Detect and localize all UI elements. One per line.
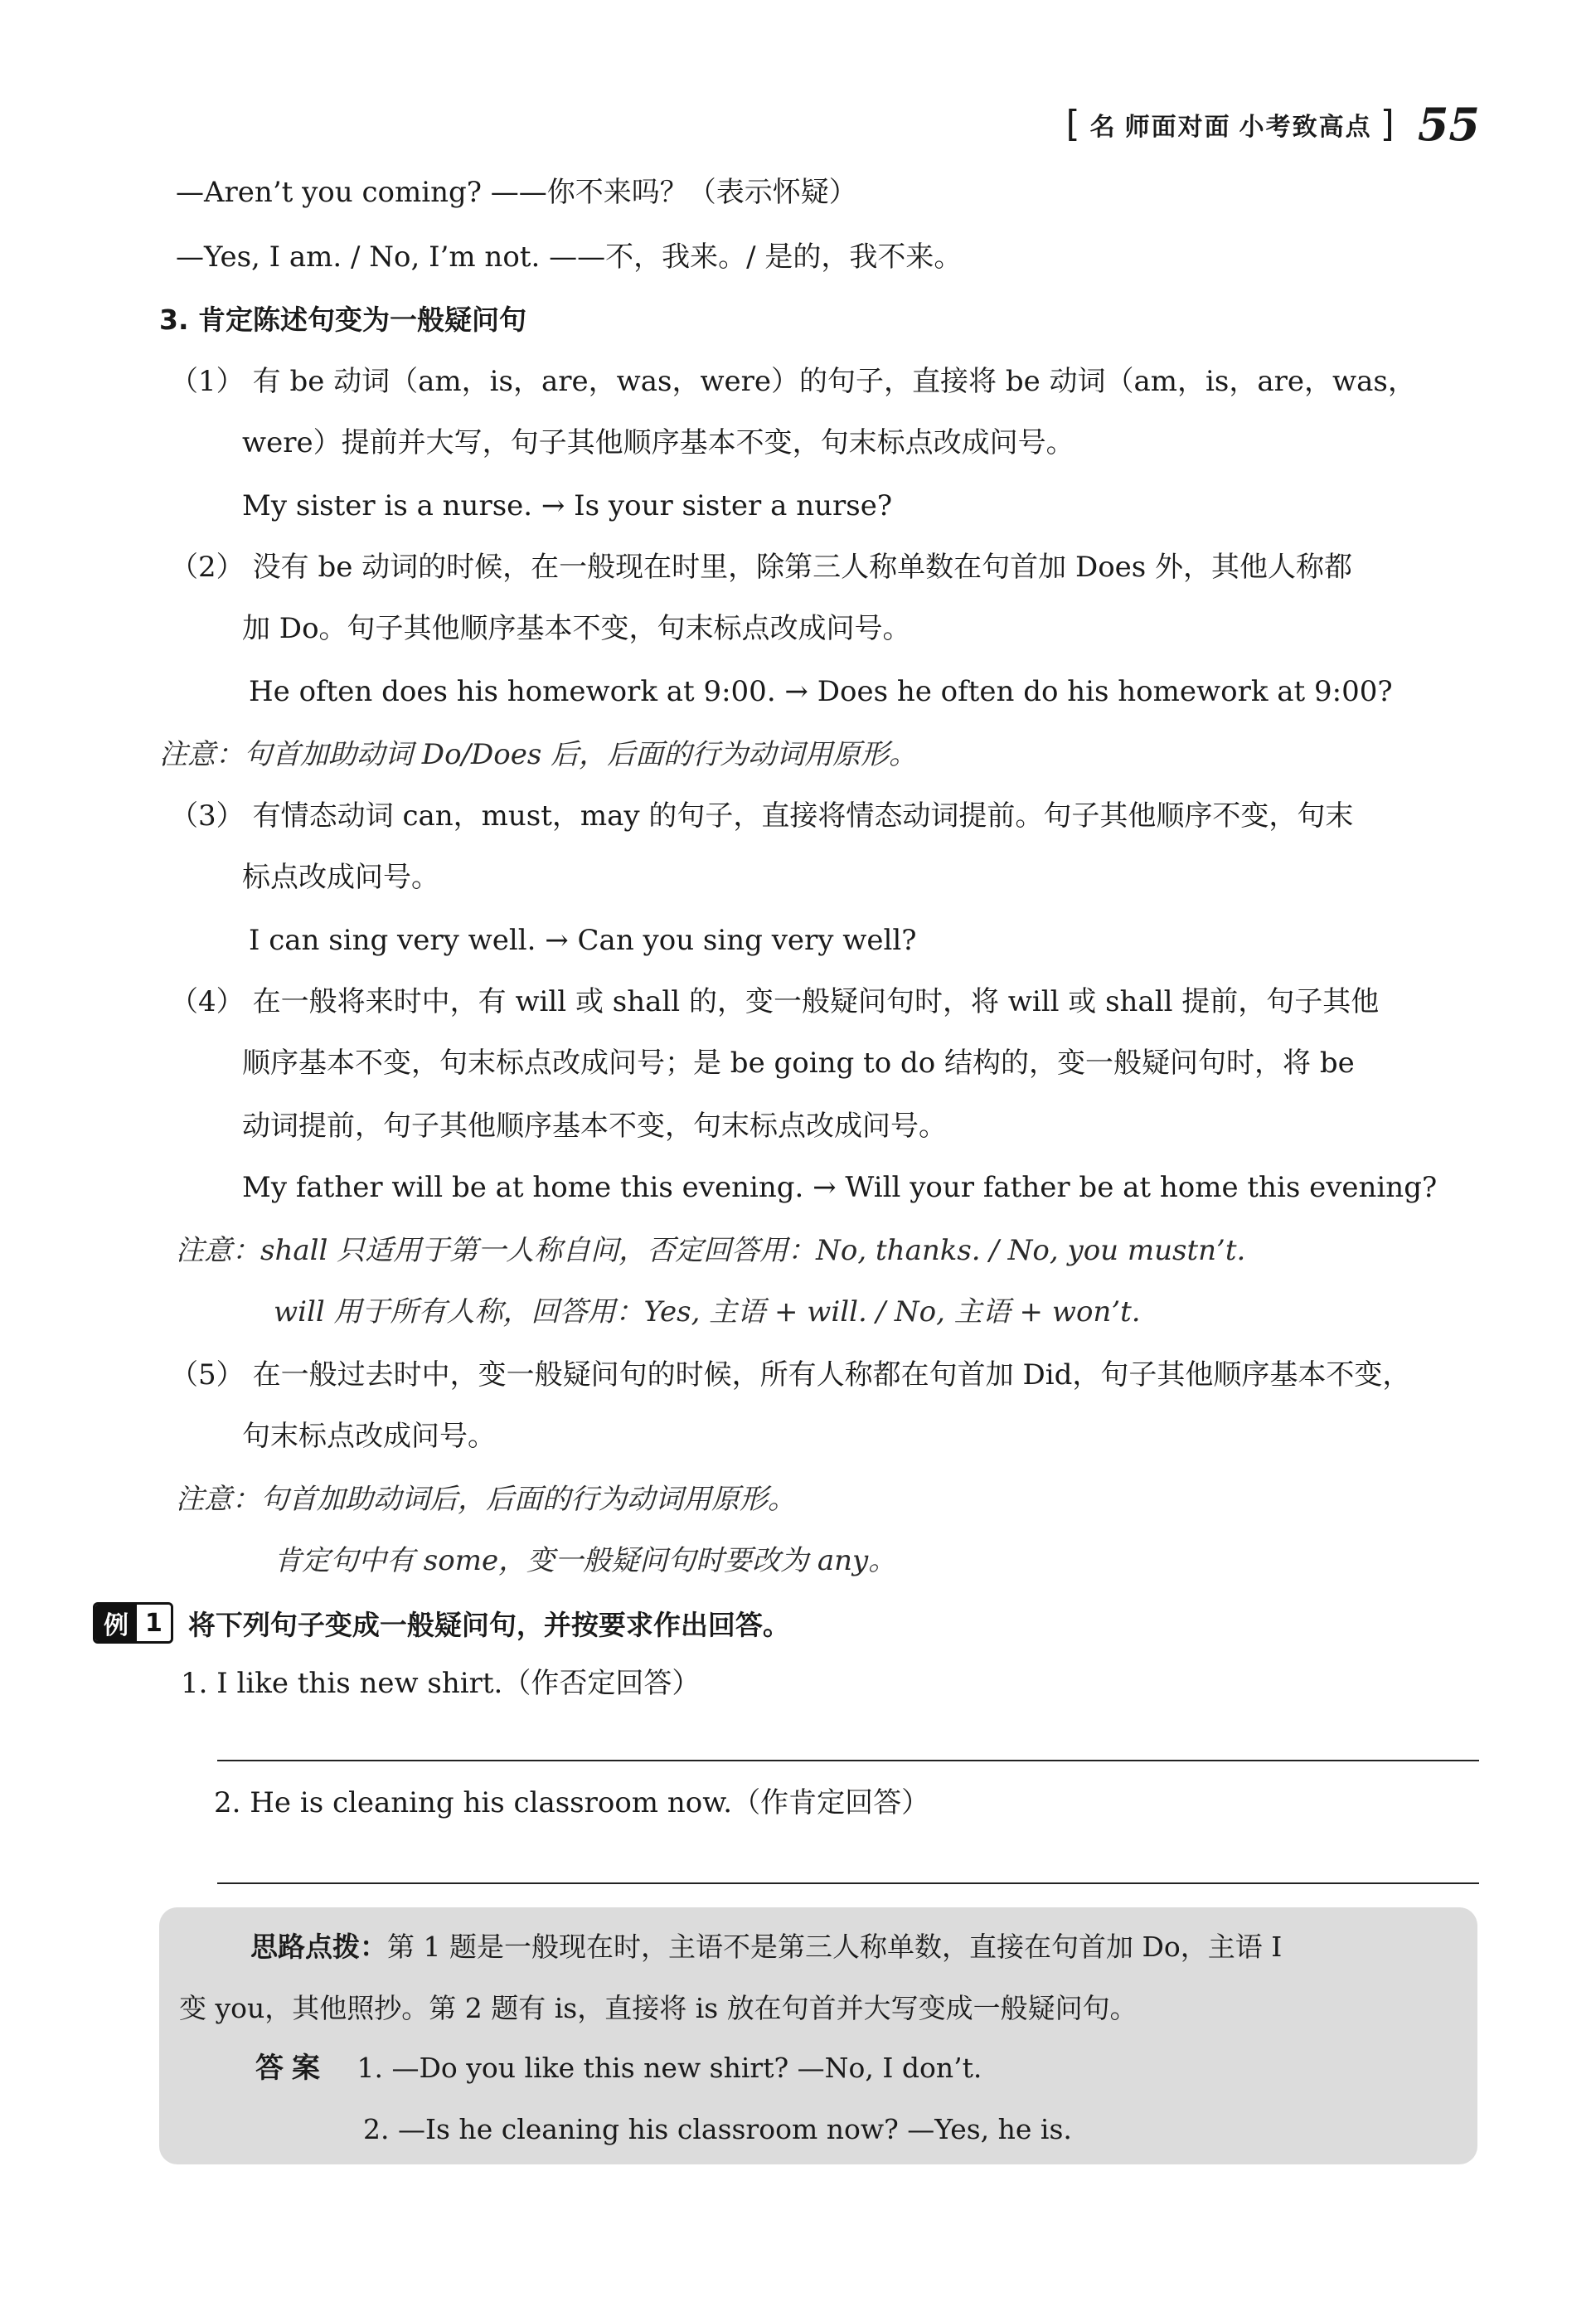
example-question-1: 1. I like this new shirt.（作否定回答） xyxy=(181,1667,701,1700)
answer-2: 2. —Is he cleaning his classroom now? —Yes, he is. xyxy=(363,2113,1072,2145)
rule-5-line-1 xyxy=(170,1357,1410,1393)
brand-name: 师面对面 xyxy=(1124,113,1231,142)
answer-line-1[interactable] xyxy=(217,1760,1479,1761)
note-3-line-1: 注意：句首加助动词后，后面的行为动词用原形。 xyxy=(176,1483,796,1516)
answer-label: 答案 xyxy=(255,2052,328,2085)
rule-3-text-a: 有情态动词 can，must，may 的句子，直接将情态动词提前。句子其他顺序不变，句末 xyxy=(252,799,1354,833)
note-1: 注意：句首加助动词 Do/Does 后，后面的行为动词用原形。 xyxy=(159,738,918,771)
answer-line-2[interactable] xyxy=(217,1882,1479,1884)
note-2-line-2: will 用于所有人称，回答用：Yes, 主语 + will. / No, 主语 + won’t. xyxy=(274,1295,1141,1329)
left-bracket: [ xyxy=(1065,103,1082,145)
rule-2-line-2: 加 Do。句子其他顺序基本不变，句末标点改成问号。 xyxy=(242,612,911,645)
right-bracket: ] xyxy=(1380,103,1396,145)
example-badge xyxy=(93,1602,173,1644)
rule-4-text-a: 在一般将来时中，有 will 或 shall 的，变一般疑问句时，将 will 或 shall 提前，句子其他 xyxy=(252,985,1380,1018)
rule-4-example: My father will be at home this evening. → Will your father be at home this evening? xyxy=(242,1171,1438,1204)
example-header xyxy=(93,1602,790,1644)
rule-2-example: He often does his homework at 9:00. → Does he often do his homework at 9:00? xyxy=(249,675,1393,708)
example-badge-key: 例 xyxy=(95,1605,137,1641)
section-title: 3. 肯定陈述句变为一般疑问句 xyxy=(159,304,526,336)
hint-box xyxy=(159,1907,1477,2164)
rule-2-number: （2） xyxy=(170,551,245,584)
hint-text-a: 第 1 题是一般现在时，主语不是第三人称单数，直接在句首加 Do，主语 I xyxy=(387,1931,1283,1963)
series-subtitle: 小考致高点 xyxy=(1239,113,1372,142)
intro-line-2: —Yes, I am. / No, I’m not. ——不，我来。/ 是的，我不来。 xyxy=(176,240,963,274)
rule-4-line-3: 动词提前，句子其他顺序基本不变，句末标点改成问号。 xyxy=(242,1110,947,1143)
intro-line-1: —Aren’t you coming? ——你不来吗？（表示怀疑） xyxy=(176,176,857,209)
rule-4-line-2: 顺序基本不变，句末标点改成问号；是 be going to do 结构的，变一般疑问句时，将 be xyxy=(242,1047,1355,1080)
note-3-line-2: 肯定句中有 some，变一般疑问句时要改为 any。 xyxy=(274,1544,897,1577)
rule-1-line-1 xyxy=(170,363,1416,400)
rule-4-number: （4） xyxy=(170,985,245,1018)
example-badge-number: 1 xyxy=(137,1605,171,1641)
rule-4-line-1 xyxy=(170,984,1379,1020)
hint-label: 思路点拨： xyxy=(250,1931,387,1963)
brand-mark: 名 xyxy=(1089,113,1117,142)
rule-2-text-a: 没有 be 动词的时候，在一般现在时里，除第三人称单数在句首加 Does 外，其他人称都 xyxy=(252,551,1353,584)
rule-5-line-2: 句末标点改成问号。 xyxy=(242,1420,496,1453)
answer-line-row-1 xyxy=(255,2050,982,2086)
rule-1-example: My sister is a nurse. → Is your sister a nurse? xyxy=(242,489,893,522)
series-brand xyxy=(1065,103,1396,145)
rule-3-example: I can sing very well. → Can you sing very well? xyxy=(249,924,917,957)
rule-3-line-2: 标点改成问号。 xyxy=(242,861,439,894)
rule-3-line-1 xyxy=(170,798,1353,834)
rule-5-number: （5） xyxy=(170,1358,245,1392)
rule-2-line-1 xyxy=(170,549,1352,585)
hint-line-1 xyxy=(250,1929,1282,1965)
answer-1: 1. —Do you like this new shirt? —No, I don’t. xyxy=(357,2052,982,2084)
example-title: 将下列句子变成一般疑问句，并按要求作出回答。 xyxy=(187,1608,790,1641)
example-question-2: 2. He is cleaning his classroom now.（作肯定回答） xyxy=(214,1786,930,1819)
note-2-line-1: 注意：shall 只适用于第一人称自问，否定回答用：No, thanks. / No, you mustn’t. xyxy=(176,1234,1246,1267)
page-number: 55 xyxy=(1417,98,1480,151)
rule-3-number: （3） xyxy=(170,799,245,833)
hint-line-2: 变 you，其他照抄。第 2 题有 is，直接将 is 放在句首并大写变成一般疑问句。 xyxy=(179,1992,1138,2024)
rule-1-text-a: 有 be 动词（am，is，are，was，were）的句子，直接将 be 动词（am，is，are，was， xyxy=(252,365,1416,398)
rule-1-line-2: were）提前并大写，句子其他顺序基本不变，句末标点改成问号。 xyxy=(242,426,1075,459)
rule-5-text-a: 在一般过去时中，变一般疑问句的时候，所有人称都在句首加 Did，句子其他顺序基本不变， xyxy=(252,1358,1411,1392)
page-header xyxy=(1066,98,1481,151)
rule-1-number: （1） xyxy=(170,365,245,398)
